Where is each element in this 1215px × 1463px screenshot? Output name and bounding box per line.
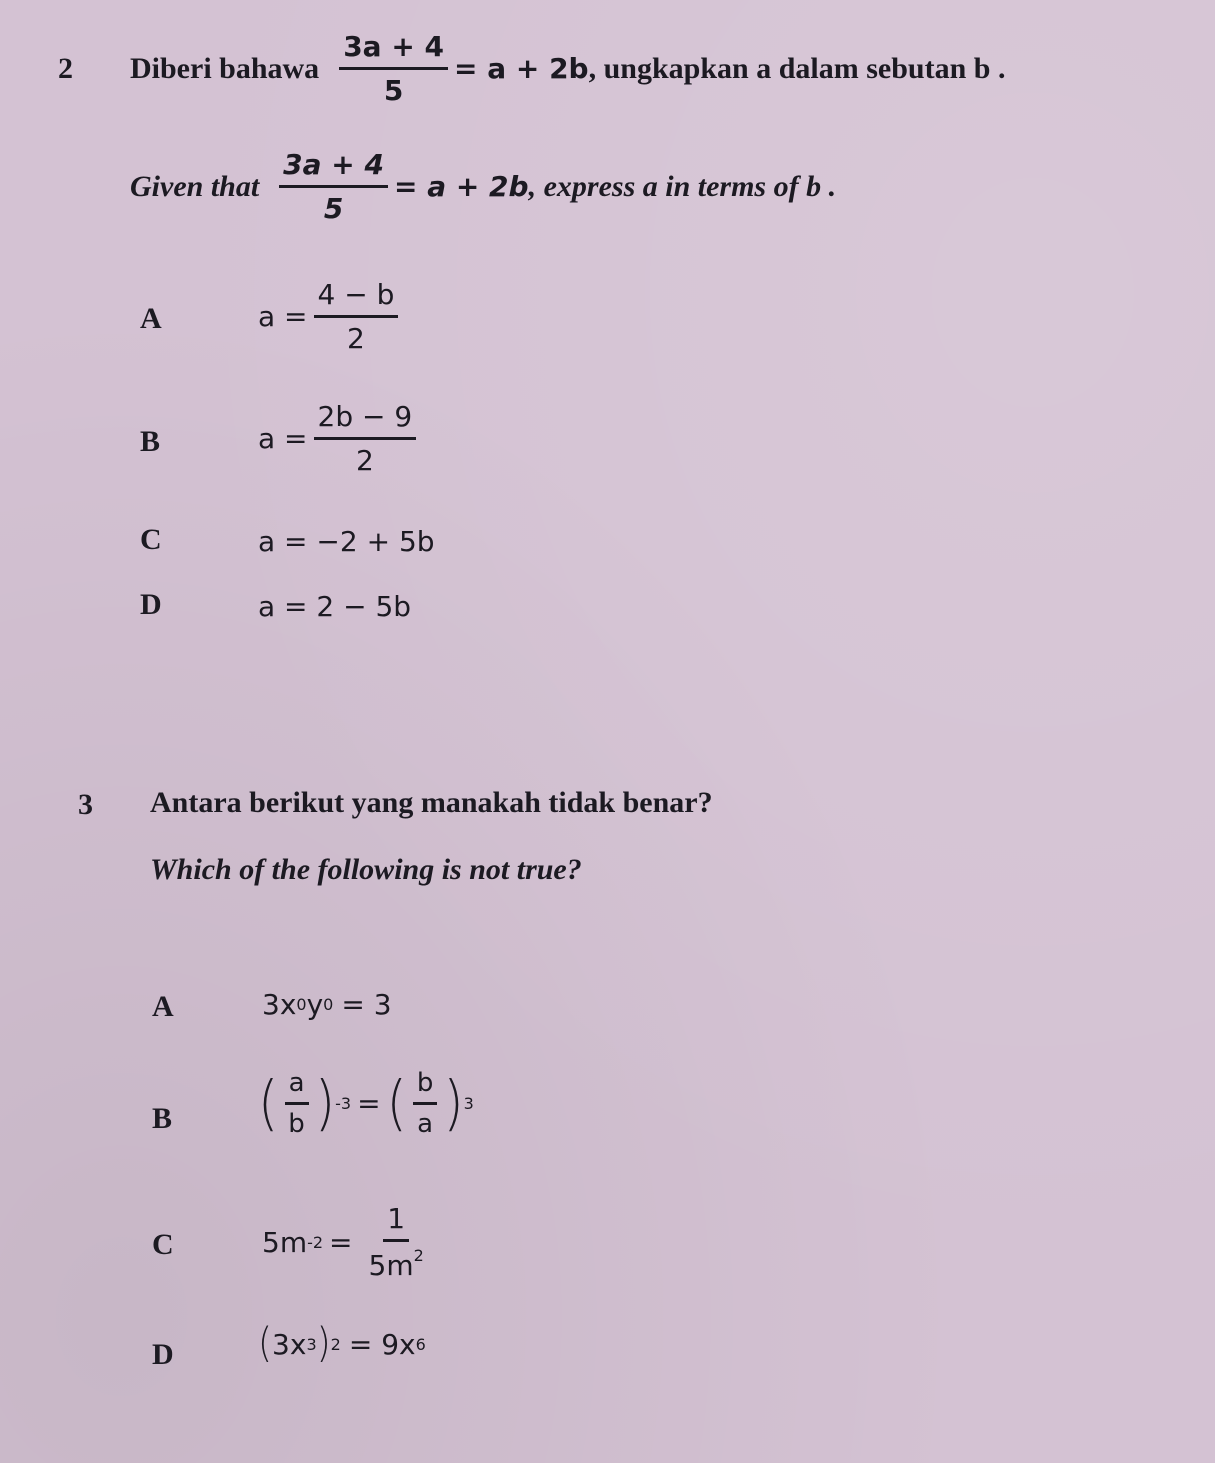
q2-english-fraction (279, 148, 388, 225)
q2-english-equation (273, 148, 528, 225)
q2-option-b-lhs: a = (258, 422, 308, 455)
q2-english-suffix: , express a in terms of b . (528, 169, 837, 203)
q2-english-frac-num: 3a + 4 (279, 148, 388, 188)
q3-option-d-rhs: = 9x (348, 1327, 416, 1361)
q3-option-a-expression (262, 988, 392, 1021)
q3-option-b-expression (258, 1068, 474, 1139)
q3-option-b-num2: b (413, 1068, 438, 1105)
q3-option-a-coef: 3x (262, 988, 297, 1021)
q2-option-a-den: 2 (347, 322, 365, 355)
q3-option-c-eq: = (329, 1225, 353, 1259)
q2-option-b-letter: B (140, 425, 161, 458)
q3-option-b-fraction-1 (284, 1068, 309, 1139)
q2-english-frac-den: 5 (323, 192, 344, 225)
left-paren: ( (258, 1319, 273, 1367)
right-paren-2: ) (443, 1069, 464, 1138)
q3-option-b-exp1: -3 (335, 1094, 352, 1113)
q2-malay-equation (333, 30, 588, 107)
q3-option-b-num1: a (285, 1068, 309, 1105)
q2-malay-frac-den: 5 (383, 74, 404, 107)
q3-option-b-eq: = (357, 1087, 381, 1120)
q3-option-b-fraction-2 (413, 1068, 438, 1139)
q3-option-c-num: 1 (383, 1202, 409, 1242)
q3-option-d-inner-exp: 3 (306, 1334, 317, 1354)
left-paren-2: ( (386, 1069, 407, 1138)
q3-option-c-fraction (365, 1202, 428, 1282)
q2-malay-prefix: Diberi bahawa (130, 51, 320, 85)
q2-option-b-den: 2 (355, 444, 374, 477)
q2-option-b-num: 2b − 9 (314, 400, 417, 440)
q2-option-d-letter: D (140, 588, 162, 621)
q2-option-b-expression (258, 400, 422, 477)
right-paren: ) (316, 1319, 331, 1367)
q2-option-a-expression (258, 278, 404, 355)
q3-option-d-expression (258, 1319, 426, 1367)
q3-option-d-inner: 3x (272, 1327, 307, 1361)
q2-option-a-letter: A (140, 302, 162, 335)
q3-option-c-lhs-exp: -2 (307, 1232, 324, 1252)
q2-english-prefix: Given that (130, 169, 260, 203)
q3-option-c-lhs: 5m (262, 1225, 308, 1259)
q3-option-d-outer-exp: 2 (330, 1334, 341, 1354)
q3-option-a-rhs: = 3 (341, 988, 392, 1021)
q3-option-b-letter: B (152, 1102, 173, 1135)
q2-malay-frac-num: 3a + 4 (339, 30, 448, 70)
q2-option-a-fraction (314, 278, 399, 355)
question-2-number: 2 (58, 52, 73, 85)
q3-option-c-den-exp: 2 (413, 1246, 424, 1265)
q2-option-d-expression: a = 2 − 5b (258, 590, 412, 623)
right-paren-1: ) (314, 1069, 336, 1138)
q2-malay-fraction (339, 30, 448, 107)
q3-option-c-den-base: 5m (368, 1249, 414, 1282)
q3-option-a-letter: A (152, 990, 174, 1023)
q2-option-b-fraction (314, 400, 417, 477)
q2-malay-suffix: , ungkapkan a dalam sebutan b . (588, 51, 1006, 85)
question-3-malay-stem: Antara berikut yang manakah tidak benar? (150, 786, 713, 819)
q2-option-a-lhs: a = (258, 300, 308, 333)
q2-malay-rhs: = a + 2b (454, 52, 589, 85)
question-3-number: 3 (78, 788, 93, 821)
q3-option-a-exp1: 0 (296, 995, 307, 1014)
q2-option-a-num: 4 − b (314, 278, 399, 318)
left-paren-1: ( (258, 1069, 279, 1138)
question-2-malay-stem (130, 30, 1005, 107)
q2-option-c-expression: a = −2 + 5b (258, 525, 435, 558)
q3-option-c-expression (262, 1202, 434, 1282)
q3-option-a-var2: y (306, 988, 324, 1021)
q3-option-d-rhs-exp: 6 (415, 1334, 426, 1354)
q3-option-d-letter: D (152, 1338, 174, 1371)
q3-option-b-den1: b (288, 1109, 305, 1139)
question-3-english-stem: Which of the following is not true? (150, 853, 582, 886)
question-2-english-stem (130, 148, 836, 225)
q3-option-c-letter: C (152, 1228, 174, 1261)
q3-option-c-den (365, 1242, 428, 1282)
q3-option-a-exp2: 0 (323, 995, 334, 1014)
q3-option-b-exp2: 3 (463, 1094, 474, 1113)
q3-option-b-den2: a (417, 1109, 434, 1139)
q2-option-c-letter: C (140, 523, 162, 556)
q2-english-rhs: = a + 2b (394, 170, 529, 203)
